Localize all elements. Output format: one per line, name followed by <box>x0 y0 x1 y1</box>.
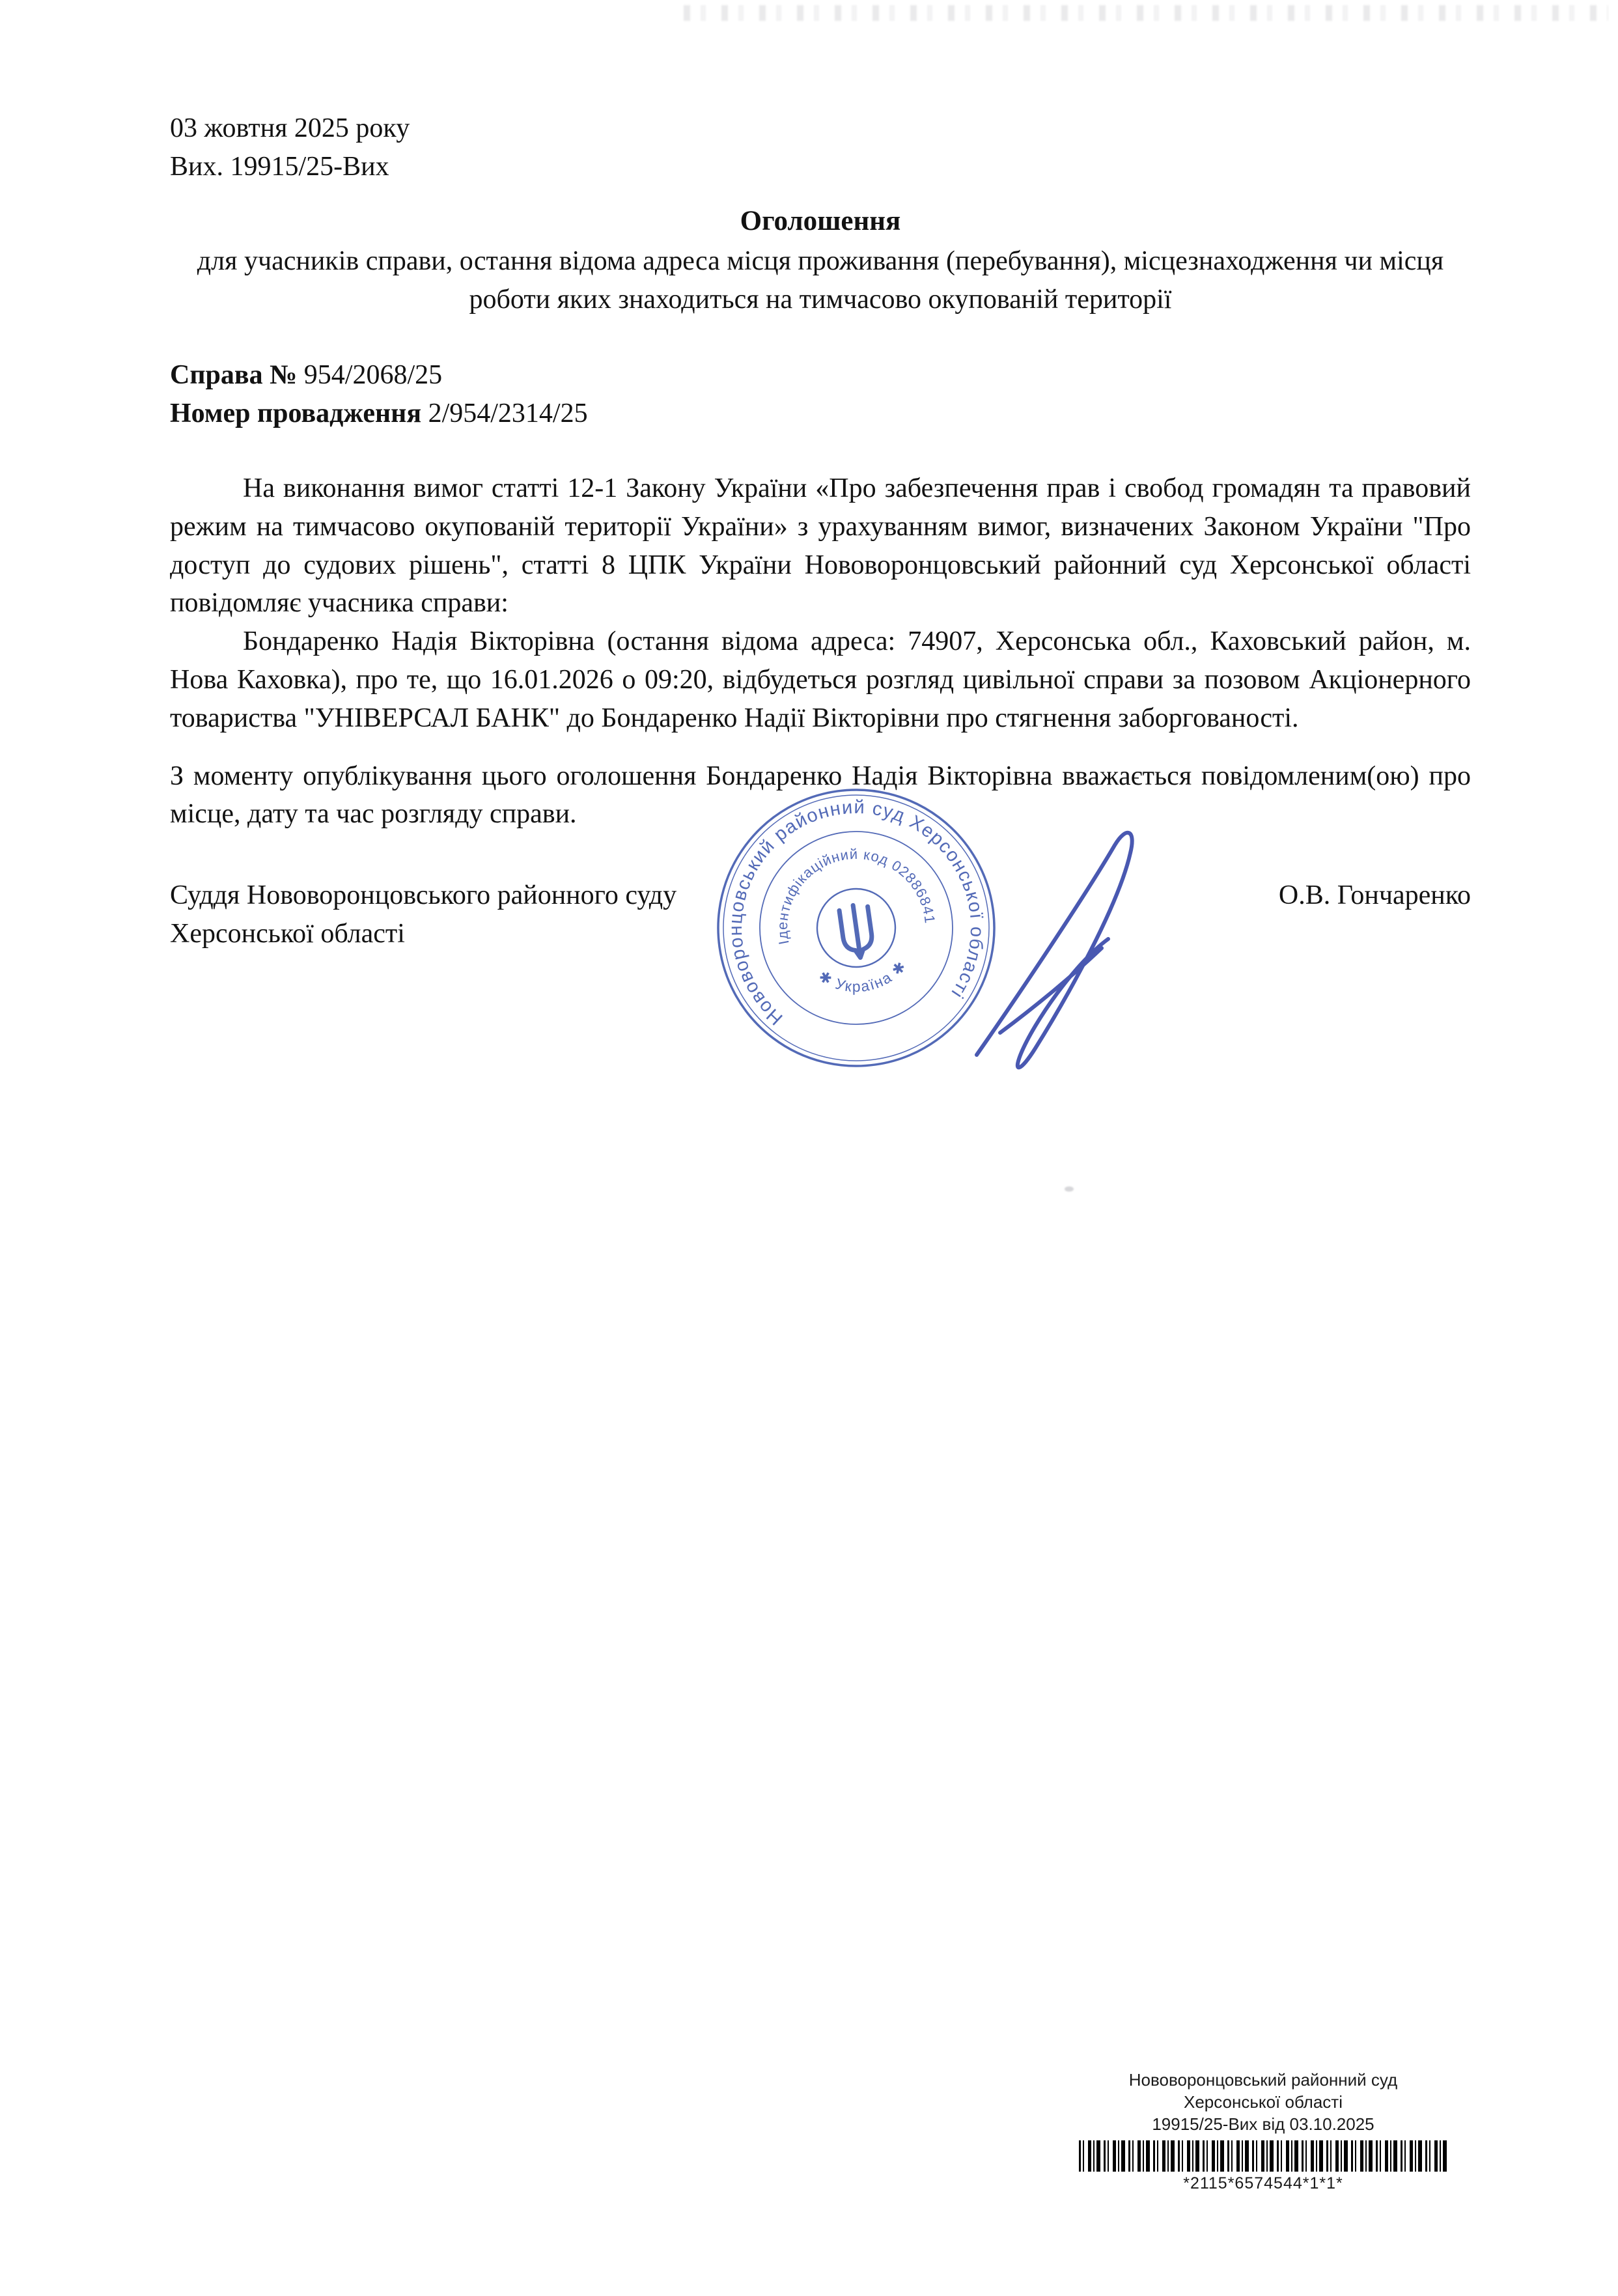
judge-name: О.В. Гончаренко <box>1278 880 1471 911</box>
case-label: Справа № <box>170 360 298 391</box>
judge-title-block <box>170 876 676 953</box>
svg-text:Ідентифікаційний код 02886841 <box>764 835 939 946</box>
footer-court-region: Херсонської області <box>1184 2092 1343 2112</box>
scan-noise-artifact <box>684 5 1608 21</box>
proceeding-number: 2/954/2314/25 <box>428 399 588 429</box>
body-paragraph-3: З моменту опублікування цього оголошення Бондаренко Надія Вікторівна вважається повідомленим(ою) про місце, дату та час розгляду справи. <box>170 761 1471 830</box>
signature-ink <box>938 801 1198 1094</box>
case-number-line <box>170 356 1471 395</box>
trident-icon <box>839 903 874 959</box>
outgoing-number: Вих. 19915/25-Вих <box>170 151 389 182</box>
case-number: 954/2068/25 <box>303 360 443 391</box>
case-block <box>170 356 1471 433</box>
body-paragraph-1: На виконання вимог статті 12-1 Закону України «Про забезпечення прав і свобод громадян та правовий режим на тимчасово окупованій території України» з урахуванням вимог, визначених Законом України "Про доступ до судових рішень", статті 8 ЦПК України Нововоронцовський районний суд Херсонської області повідомляє учасника справи: <box>170 473 1471 619</box>
proceeding-label: Номер провадження <box>170 399 422 429</box>
date-line: 03 жовтня 2025 року <box>170 113 410 143</box>
judge-title: Суддя Нововоронцовського районного суду <box>170 880 677 911</box>
document-title: Оголошення <box>740 205 901 236</box>
footer-registration-block <box>1016 2069 1511 2194</box>
document-subtitle: для учасників справи, остання відома адреса місця проживання (перебування), місцезнаходження чи місця роботи яких знаходиться на тимчасово окупованій території <box>197 245 1444 315</box>
body-paragraph-2: Бондаренко Надія Вікторівна (остання відома адреса: 74907, Херсонська обл., Каховський район, м. Нова Каховка), про те, що 16.01.2026 о 09:20, відбудеться розгляд цивільної справи за позовом Акціонерного товариства "УНІВЕРСАЛ БАНК" до Бондаренко Надії Вікторівни про стягнення заборгованості. <box>170 626 1471 733</box>
body-paragraphs <box>170 469 1471 833</box>
seal-outer-text: Нововоронцовський районний суд Херсонської області <box>725 796 988 1029</box>
svg-text:✱ Україна ✱ <box>814 955 913 1001</box>
date-block <box>170 109 1471 186</box>
footer-reference: 19915/25-Вих від 03.10.2025 <box>1152 2114 1374 2134</box>
seal-inner-top-text: Ідентифікаційний код 02886841 <box>774 845 939 946</box>
proceeding-number-line <box>170 395 1471 433</box>
seal-inner-bottom-text: ✱ Україна ✱ <box>815 957 910 996</box>
barcode-text: *2115*6574544*1*1* <box>1183 2174 1343 2193</box>
scan-speck-artifact <box>1065 1186 1074 1192</box>
judge-region: Херсонської області <box>170 918 405 949</box>
footer-court-name: Нововоронцовський районний суд <box>1128 2070 1398 2090</box>
barcode <box>1079 2140 1447 2172</box>
